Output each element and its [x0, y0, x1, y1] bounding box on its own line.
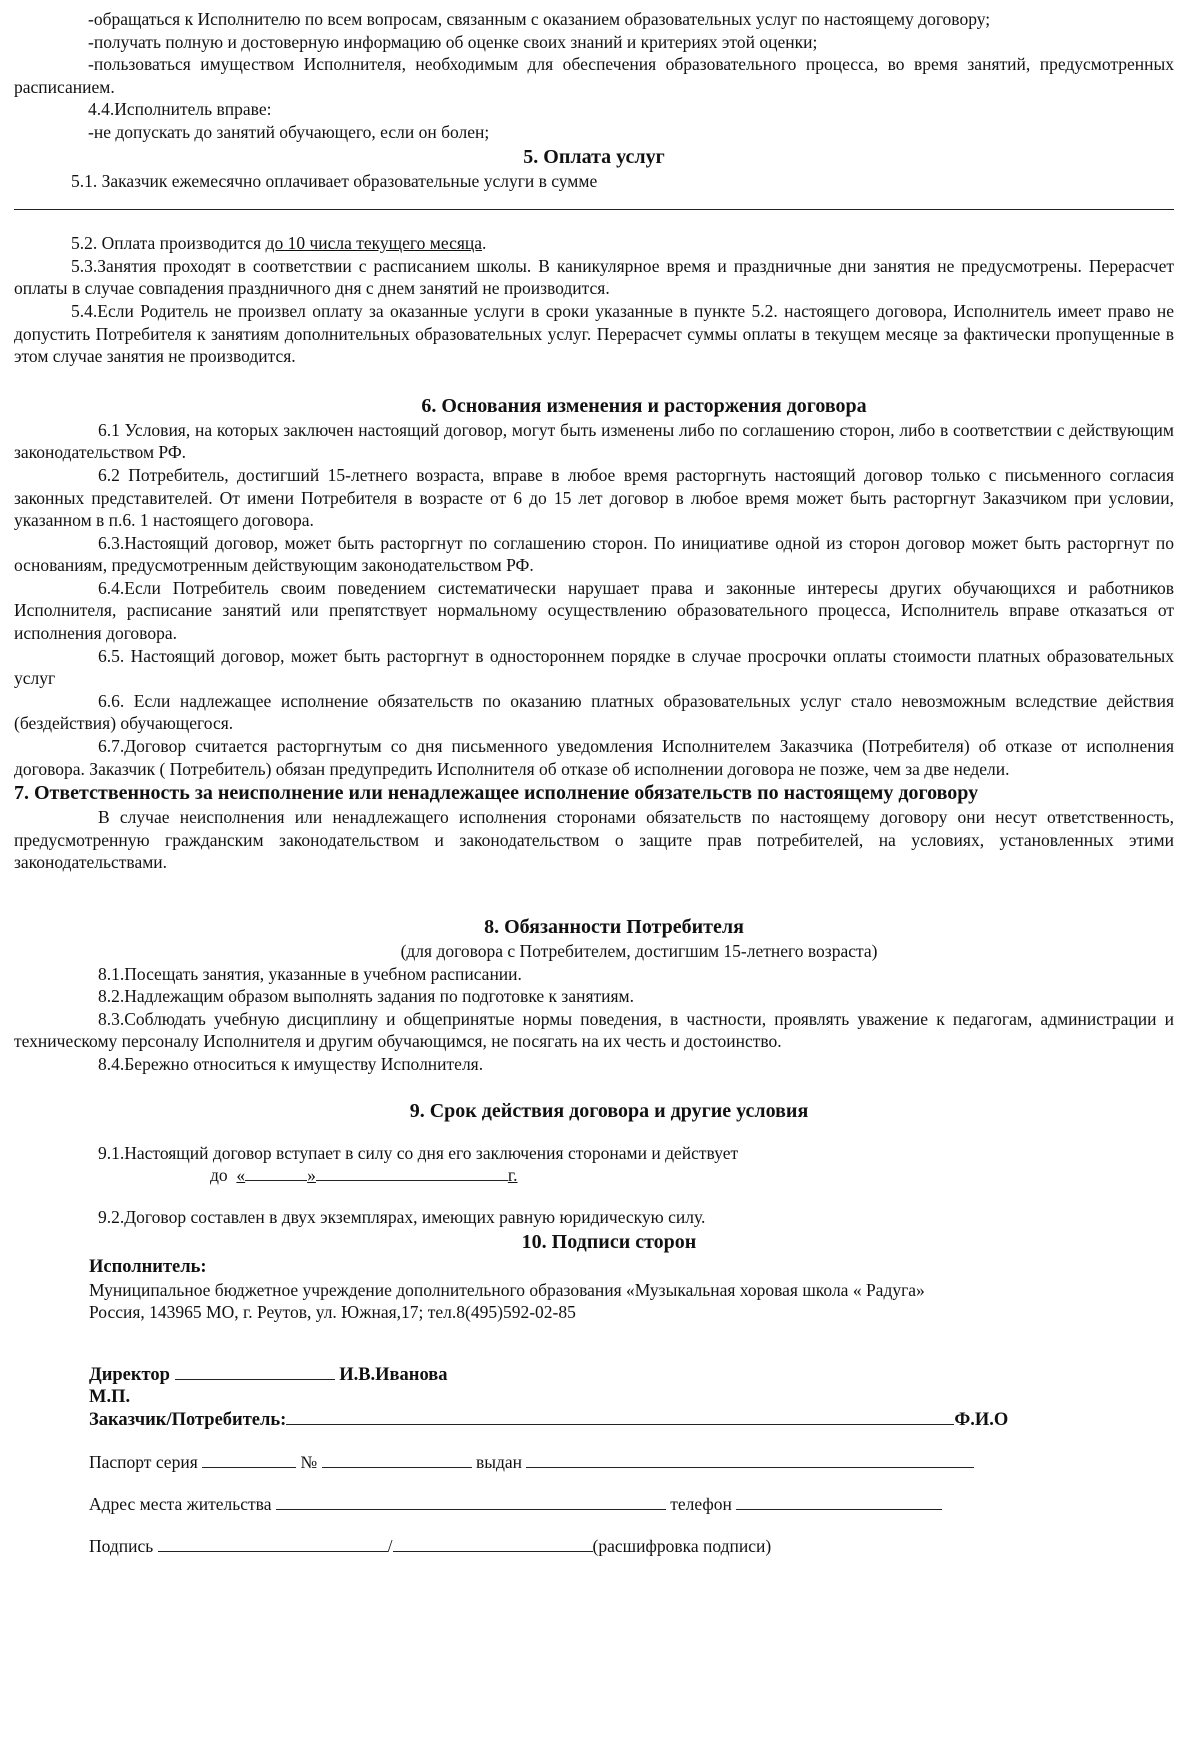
section-7-title: 7. Ответственность за неисполнение или ненадлежащее исполнение обязательств по настоящему договору: [14, 782, 979, 805]
payment-deadline: до 10 числа текущего месяца: [265, 233, 483, 254]
executor-label: Исполнитель:: [89, 1256, 207, 1277]
clause-9-1: 9.1.Настоящий договор вступает в силу со дня его заключения сторонами и действует: [98, 1142, 739, 1163]
clause-4-3-right-3: -пользоваться имуществом Исполнителя, необходимым для обеспечения образовательного процесса, во время занятий, предусмотренных расписанием.: [14, 54, 1174, 97]
issued-label: выдан: [475, 1451, 523, 1472]
clause-4-4-right-1: -не допускать до занятий обучающего, если он болен;: [88, 121, 490, 142]
clause-5-1: 5.1. Заказчик ежемесячно оплачивает образовательные услуги в сумме: [71, 170, 598, 191]
clause-4-3-right-2: -получать полную и достоверную информацию об оценке своих знаний и критериях этой оценки;: [88, 31, 818, 52]
date-quote-open: «: [236, 1165, 246, 1186]
clause-6-2: 6.2 Потребитель, достигший 15-летнего возраста, вправе в любое время расторгнуть настоящий договор только с письменного согласия законных представителей. От имени Потребителя в возрасте от 6 до 15 лет договор в любое время может быть расторгнут Заказчиком при условии, указанном в п.6. 1 настоящего договора.: [14, 464, 1174, 531]
until-label: до: [210, 1165, 228, 1186]
signature-slash: /: [387, 1535, 393, 1556]
clause-6-5: 6.5. Настоящий договор, может быть расторгнут в одностороннем порядке в случае просрочки оплаты стоимости платных образовательных услуг: [14, 645, 1174, 689]
clause-5-2-end: .: [482, 233, 487, 254]
signature-field[interactable]: [158, 1535, 388, 1552]
passport-label: Паспорт серия: [89, 1451, 198, 1472]
section-8-title: 8. Обязанности Потребителя: [484, 916, 744, 938]
customer-row: [89, 1408, 1174, 1431]
director-name: И.В.Иванова: [339, 1364, 448, 1385]
contract-page: [14, 8, 1174, 1557]
signature-row: [89, 1535, 1174, 1557]
phone-label: телефон: [670, 1493, 732, 1514]
executor-org: Муниципальное бюджетное учреждение дополнительного образования «Музыкальная хоровая школа « Радуга»: [89, 1279, 925, 1300]
stamp-label: М.П.: [89, 1386, 131, 1407]
clause-8-1: 8.1.Посещать занятия, указанные в учебном расписании.: [98, 963, 522, 984]
clause-5-2: [14, 232, 1174, 255]
customer-label: Заказчик/Потребитель:: [89, 1409, 287, 1430]
clause-6-4: 6.4.Если Потребитель своим поведением систематически нарушает права и законные интересы других обучающихся и работников Исполнителя, расписание занятий или препятствует нормальному осуществлению образовательного процесса, Исполнитель вправе отказаться от исполнения договора.: [14, 577, 1174, 644]
clause-4-4: 4.4.Исполнитель вправе:: [88, 99, 272, 120]
clause-5-3: 5.3.Занятия проходят в соответствии с расписанием школы. В каникулярное время и праздничные дни занятия не предусмотрены. Перерасчет оплаты в случае совпадения праздничного дня с днем занятий не производится.: [14, 255, 1174, 299]
address-label: Адрес места жительства: [89, 1493, 272, 1514]
director-row: [89, 1363, 1174, 1386]
signature-decode-field[interactable]: [393, 1535, 593, 1552]
year-suffix: г.: [507, 1165, 518, 1186]
clause-8-4: 8.4.Бережно относиться к имуществу Исполнителя.: [98, 1053, 484, 1074]
date-day-field[interactable]: [245, 1164, 307, 1181]
address-field[interactable]: [276, 1493, 666, 1510]
section-8-subtitle: (для договора с Потребителем, достигшим 15-летнего возраста): [400, 941, 878, 961]
clause-4-3-right-1: -обращаться к Исполнителю по всем вопросам, связанным с оказанием образовательных услуг по настоящему договору;: [88, 9, 991, 29]
director-signature-field[interactable]: [175, 1363, 335, 1380]
executor-address: Россия, 143965 МО, г. Реутов, ул. Южная,17; тел.8(495)592-02-85: [89, 1301, 576, 1322]
passport-row: [89, 1451, 1174, 1473]
clause-5-2-text: 5.2. Оплата производится: [71, 233, 266, 254]
signature-label: Подпись: [89, 1535, 154, 1556]
section-5-title: 5. Оплата услуг: [523, 145, 665, 168]
clause-7-1: В случае неисполнения или ненадлежащего исполнения сторонами обязательств по настоящему договору они несут ответственность, предусмотренную гражданским законодательством и законодательством о защите прав потребителей, на условиях, установленных этими законодательствами.: [14, 807, 1174, 873]
passport-number-label: №: [300, 1451, 318, 1472]
section-6-title: 6. Основания изменения и расторжения договора: [421, 394, 867, 417]
clause-6-1: 6.1 Условия, на которых заключен настоящий договор, могут быть изменены либо по соглашению сторон, либо в соответствии с действующим законодательством РФ.: [14, 419, 1174, 463]
clause-5-4: 5.4.Если Родитель не произвел оплату за оказанные услуги в сроки указанные в пункте 5.2. настоящего договора, Исполнитель имеет право не допустить Потребителя к занятиям дополнительных образовательных услуг. Перерасчет суммы оплаты в текущем месяце за фактически пропущенные в этом случае занятия не производится.: [14, 300, 1174, 367]
date-month-year-field[interactable]: [316, 1164, 508, 1181]
section-9-title: 9. Срок действия договора и другие условия: [409, 1099, 809, 1122]
signature-decode-label: (расшифровка подписи): [592, 1535, 772, 1556]
clause-6-3: 6.3.Настоящий договор, может быть расторгнут по соглашению сторон. По инициативе одной из сторон договор может быть расторгнут по основаниям, предусмотренным действующим законодательством РФ.: [14, 532, 1174, 576]
director-label: Директор: [89, 1364, 170, 1385]
section-10-title: 10. Подписи сторон: [521, 1230, 697, 1253]
customer-name-field[interactable]: [286, 1408, 954, 1425]
clause-8-2: 8.2.Надлежащим образом выполнять задания по подготовке к занятиям.: [98, 986, 635, 1007]
fio-label: Ф.И.О: [954, 1409, 1009, 1430]
address-row: [89, 1493, 1174, 1515]
phone-field[interactable]: [736, 1493, 942, 1510]
validity-date-row: [210, 1164, 1174, 1186]
clause-8-3: 8.3.Соблюдать учебную дисциплину и общепринятые нормы поведения, в частности, проявлять уважение к педагогам, администрации и техническому персоналу Исполнителя и другим обучающимся, не посягать на их честь и достоинство.: [14, 1008, 1174, 1052]
clause-9-2: 9.2.Договор составлен в двух экземплярах, имеющих равную юридическую силу.: [98, 1207, 706, 1228]
clause-6-6: 6.6. Если надлежащее исполнение обязательств по оказанию платных образовательных услуг стало невозможным вследствие действия (бездействия) обучающегося.: [14, 690, 1174, 734]
clause-6-7: 6.7.Договор считается расторгнутым со дня письменного уведомления Исполнителем Заказчика (Потребителя) об отказе от исполнения договора. Заказчик ( Потребитель) обязан предупредить Исполнителя об отказе об исполнении договора не позже, чем за две недели.: [14, 736, 1174, 779]
date-quote-close: »: [307, 1165, 316, 1186]
passport-series-field[interactable]: [202, 1451, 296, 1468]
passport-issued-field[interactable]: [526, 1451, 974, 1468]
passport-number-field[interactable]: [322, 1451, 472, 1468]
